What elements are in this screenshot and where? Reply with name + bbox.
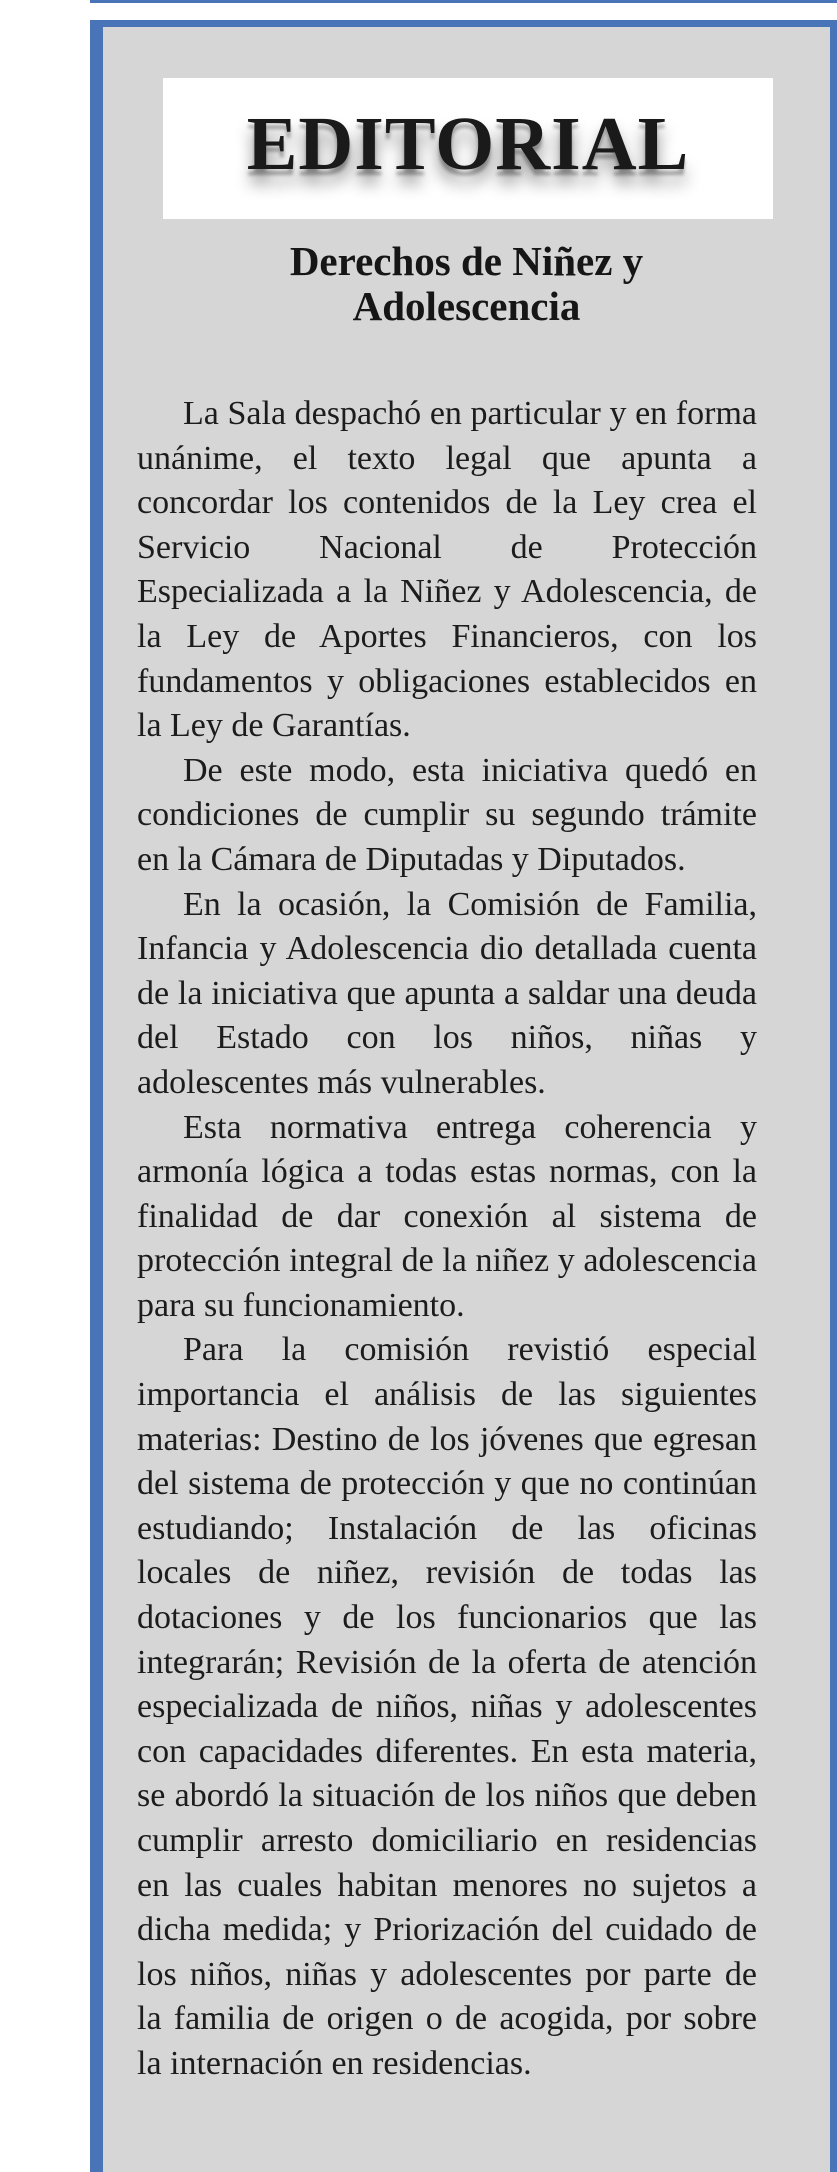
paragraph: De este modo, esta iniciativa quedó en condiciones de cumplir su segundo trámite en la Cámara de Diputadas y Diputados. xyxy=(137,751,757,878)
headline-line-1: Derechos de Niñez y xyxy=(289,238,644,284)
headline-line-2: Adolescencia xyxy=(352,283,581,329)
paragraph: La Sala despachó en particular y en forma unánime, el texto legal que apunta a concordar los contenidos de la Ley crea el Servicio Nacional de Protección Especializada a la Niñez y Adolescencia, de la Ley de Aportes Financieros, con los fundamentos y obligaciones establecidos en la Ley de Garantías. xyxy=(137,395,757,745)
masthead-banner xyxy=(163,78,773,219)
paragraph: En la ocasión, la Comisión de Familia, Infancia y Adolescencia dio detallada cuenta de la iniciativa que apunta a saldar una deuda del Estado con los niños, niñas y adolescentes más vulnerables. xyxy=(137,885,757,1101)
masthead-title: EDITORIAL xyxy=(246,102,690,186)
paragraph: Para la comisión revistió especial importancia el análisis de las siguientes materias: Destino de los jóvenes que egresan del sistema de protección y que no continúan estudiando; Instalación de las oficinas locales de niñez, revisión de todas las dotaciones y de los funcionarios que las integrarán; Revisión de la oferta de atención especializada de niños, niñas y adolescentes con capacidades diferentes. En esta materia, se abordó la situación de los niños que deben cumplir arresto domiciliario en residencias en las cuales habitan menores no sujetos a dicha medida; y Priorización del cuidado de los niños, niñas y adolescentes por parte de la familia de origen o de acogida, por sobre la internación en residencias. xyxy=(137,1331,757,2082)
article-body xyxy=(137,392,757,2087)
article-headline xyxy=(133,239,800,329)
paragraph: Esta normativa entrega coherencia y armonía lógica a todas estas normas, con la finalidad de dar conexión al sistema de protección integral de la niñez y adolescencia para su funcionamiento. xyxy=(137,1108,757,1324)
top-rule xyxy=(90,0,837,3)
editorial-box xyxy=(90,20,837,2172)
